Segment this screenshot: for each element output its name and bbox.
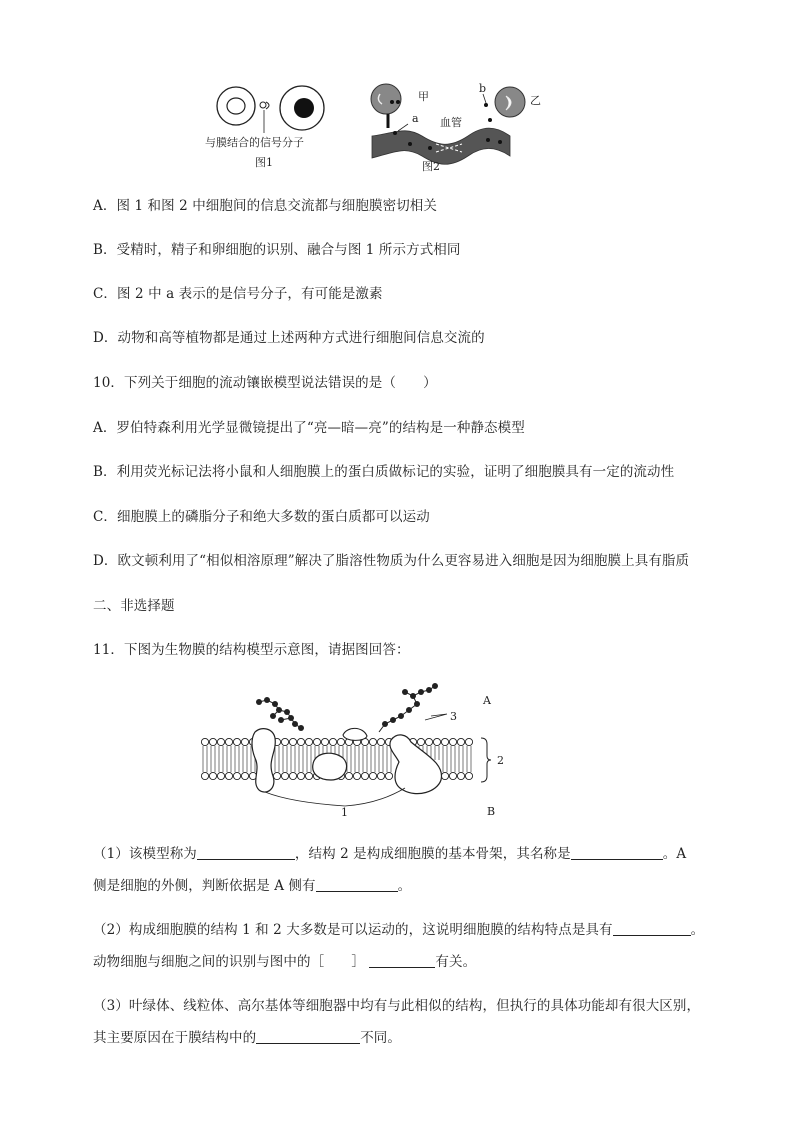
cell-jia-label: 甲 [418,90,429,103]
q11-part3-line2 [93,1028,401,1048]
phospholipid-top-row [201,738,472,745]
q11-part1-line1 [93,844,686,864]
q11-p2-text-c: 动物细胞与细胞之间的识别与图中的［ ］ [93,954,365,970]
fig1-caption: 与膜结合的信号分子 [205,136,304,149]
q9-option-a: A．图 1 和图 2 中细胞间的信息交流都与细胞膜密切相关 [93,198,437,214]
q11-p1-text-b: ，结构 2 是构成细胞膜的基本骨架，其名称是 [294,846,571,862]
q9-option-d: D．动物和高等植物都是通过上述两种方式进行细胞间信息交流的 [93,330,485,346]
q11-p2-text-d: 有关。 [435,954,477,970]
label-1: 1 [341,806,348,819]
protein-embedded-middle [313,753,347,780]
q10-stem: 10．下列关于细胞的流动镶嵌模型说法错误的是（ ） [93,375,437,391]
q11-p1-text-d: 侧是细胞的外侧，判断依据是 A 侧有 [93,878,316,894]
q11-part3-line1 [93,996,700,1016]
q9-option-b: B．受精时，精子和卵细胞的识别、融合与图 1 所示方式相同 [93,242,461,258]
answer-blank-structural-feature[interactable] [613,921,691,936]
label-2: 2 [497,754,504,767]
side-b-label: B [487,805,496,818]
side-a-label: A [483,694,491,707]
q11-part1-line2 [93,876,411,896]
protein-transmembrane-left [252,729,275,792]
q11-p2-text-b: 。 [690,922,705,938]
q9-option-c: C．图 2 中 a 表示的是信号分子，有可能是激素 [93,286,383,302]
figure-cell-signaling [200,78,560,173]
q10-option-d: D．欧文顿利用了“相似相溶原理”解决了脂溶性物质为什么更容易进入细胞是因为细胞膜上具有脂质 [93,553,690,569]
answer-blank-model-name[interactable] [197,845,295,860]
glycoprotein-chain-left [256,697,304,731]
cell-yi-label: 乙 [530,94,541,107]
q10-option-b: B．利用荧光标记法将小鼠和人细胞膜上的蛋白质做标记的实验，证明了细胞膜具有一定的流动性 [93,464,675,480]
q11-p3-text-b: 其主要原因在于膜结构中的 [93,1030,257,1046]
q11-part2-line1 [93,920,704,940]
label-b: b [479,82,487,95]
label-3: 3 [450,710,457,723]
fig1-cells [217,86,324,133]
q11-p1-text-c: 。A [662,846,687,862]
vessel-label: 血管 [440,116,462,129]
q11-stem: 11．下图为生物膜的结构模型示意图，请据图回答： [93,642,410,658]
answer-blank-basis[interactable] [316,877,398,892]
q10-option-a: A．罗伯特森利用光学显微镜提出了“亮—暗—亮”的结构是一种静态模型 [93,420,525,436]
protein-peripheral-top [343,728,367,740]
label-a: a [412,112,419,125]
q11-part2-line2 [93,952,476,972]
answer-blank-skeleton-name[interactable] [571,845,663,860]
answer-blank-recognition[interactable] [369,953,435,968]
q10-option-c: C．细胞膜上的磷脂分子和绝大多数的蛋白质都可以运动 [93,509,430,525]
q11-p3-text-c: 不同。 [360,1030,402,1046]
section-heading: 二、非选择题 [93,598,175,614]
q11-p1-text-e: 。 [397,878,412,894]
q11-p1-text-a: （1）该模型称为 [93,846,197,862]
figure-membrane-model [195,680,525,825]
fig1-label: 图1 [255,156,273,169]
fig2-label: 图2 [422,160,440,173]
answer-blank-difference[interactable] [256,1029,360,1044]
q11-p3-text-a: （3）叶绿体、线粒体、高尔基体等细胞器中均有与此相似的结构，但执行的具体功能却有很大区别， [93,998,701,1014]
q11-p2-text-a: （2）构成细胞膜的结构 1 和 2 大多数是可以运动的，这说明细胞膜的结构特点是具有 [93,922,613,938]
